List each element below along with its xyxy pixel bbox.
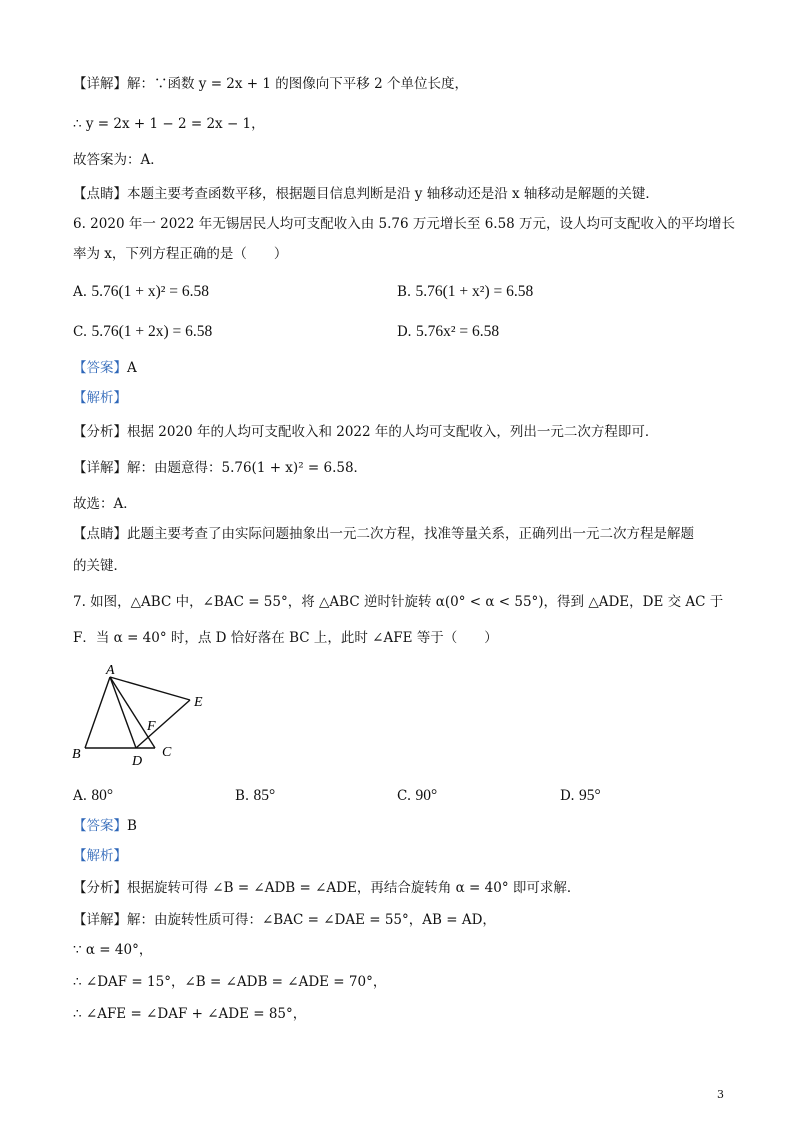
q7-option-b-expr: 85° <box>253 787 276 804</box>
label-f: F <box>147 719 156 734</box>
page-number: 3 <box>717 1088 724 1101</box>
question-7-line-1: 7. 如图，△ABC 中，∠BAC = 55°，将 △ABC 逆时针旋转 α(0° < α < 55°)，得到 △ADE，DE 交 AC 于 <box>73 594 724 610</box>
q6-option-d-expr: 5.76x² = 6.58 <box>415 323 500 340</box>
line-comment: 【点睛】本题主要考查函数平移，根据题目信息判断是沿 y 轴移动还是沿 x 轴移动是解题的关键． <box>73 186 659 202</box>
q7-step-3: ∴ ∠AFE = ∠DAF + ∠ADE = 85°， <box>73 1006 307 1022</box>
q6-analysis: 【分析】根据 2020 年的人均可支配收入和 2022 年的人均可支配收入，列出一元二次方程即可． <box>73 424 659 440</box>
q7-option-a-expr: 80° <box>91 787 114 804</box>
q7-option-d-expr: 95° <box>578 787 601 804</box>
q6-detail: 【详解】解：由题意得：5.76(1 + x)² = 6.58． <box>73 460 368 476</box>
q6-option-c-expr: 5.76(1 + 2x) = 6.58 <box>91 323 213 340</box>
line-detail-1: 【详解】解：∵函数 y = 2x + 1 的图像向下平移 2 个单位长度， <box>73 76 468 92</box>
label-b: B <box>72 747 81 762</box>
q7-option-c-label: C. <box>397 788 412 804</box>
q7-option-d <box>560 786 601 806</box>
q6-option-b <box>397 282 533 302</box>
rotation-figure <box>70 660 230 770</box>
line-equation: ∴ y = 2x + 1 − 2 = 2x − 1， <box>73 116 265 132</box>
segment-ab <box>85 677 110 748</box>
q6-option-a-label: A. <box>73 284 88 300</box>
q7-detail: 【详解】解：由旋转性质可得：∠BAC = ∠DAE = 55°，AB = AD， <box>73 912 496 928</box>
q6-option-b-label: B. <box>397 284 412 300</box>
q7-option-a <box>73 786 113 806</box>
q7-step-2: ∴ ∠DAF = 15°，∠B = ∠ADB = ∠ADE = 70°， <box>73 974 387 990</box>
q6-answer-tag: 【答案】 <box>73 360 127 376</box>
question-7-line-2: F．当 α = 40° 时，点 D 恰好落在 BC 上，此时 ∠AFE 等于（ ） <box>73 630 498 646</box>
q7-option-c-expr: 90° <box>415 787 438 804</box>
q6-option-b-expr: 5.76(1 + x²) = 6.58 <box>415 283 534 300</box>
q7-step-1: ∵ α = 40°， <box>73 942 153 958</box>
q7-option-b-label: B. <box>235 788 250 804</box>
q6-comment-1: 【点睛】此题主要考查了由实际问题抽象出一元二次方程，找准等量关系，正确列出一元二次方程是解题 <box>73 526 694 542</box>
label-d: D <box>132 754 143 769</box>
q6-answer-value: A <box>127 360 137 376</box>
q7-option-c <box>397 786 437 806</box>
q6-answer <box>73 358 137 378</box>
q6-option-a <box>73 282 209 302</box>
q7-answer-tag: 【答案】 <box>73 818 127 834</box>
q7-option-b <box>235 786 275 806</box>
question-6-line-1: 6. 2020 年一 2022 年无锡居民人均可支配收入由 5.76 万元增长至 6.58 万元，设人均可支配收入的平均增长 <box>73 216 736 232</box>
q6-jiexi: 【解析】 <box>73 390 127 406</box>
q6-option-c-label: C. <box>73 324 88 340</box>
label-e: E <box>194 695 203 710</box>
q7-option-d-label: D. <box>560 788 575 804</box>
line-answer-statement: 故答案为：A． <box>73 152 164 168</box>
q6-comment-2: 的关键． <box>73 558 127 574</box>
q7-answer <box>73 816 137 836</box>
q6-option-c <box>73 322 212 342</box>
q7-answer-value: B <box>127 818 137 834</box>
question-6-line-2: 率为 x，下列方程正确的是（ ） <box>73 246 288 262</box>
segment-de <box>136 700 190 748</box>
q6-choose: 故选：A． <box>73 496 137 512</box>
q6-option-a-expr: 5.76(1 + x)² = 6.58 <box>91 283 210 300</box>
q7-jiexi: 【解析】 <box>73 848 127 864</box>
label-a: A <box>106 663 115 678</box>
q7-option-a-label: A. <box>73 788 88 804</box>
q6-option-d-label: D. <box>397 324 412 340</box>
q6-option-d <box>397 322 499 342</box>
label-c: C <box>162 745 172 760</box>
q7-analysis: 【分析】根据旋转可得 ∠B = ∠ADB = ∠ADE，再结合旋转角 α = 40° 即可求解． <box>73 880 581 896</box>
